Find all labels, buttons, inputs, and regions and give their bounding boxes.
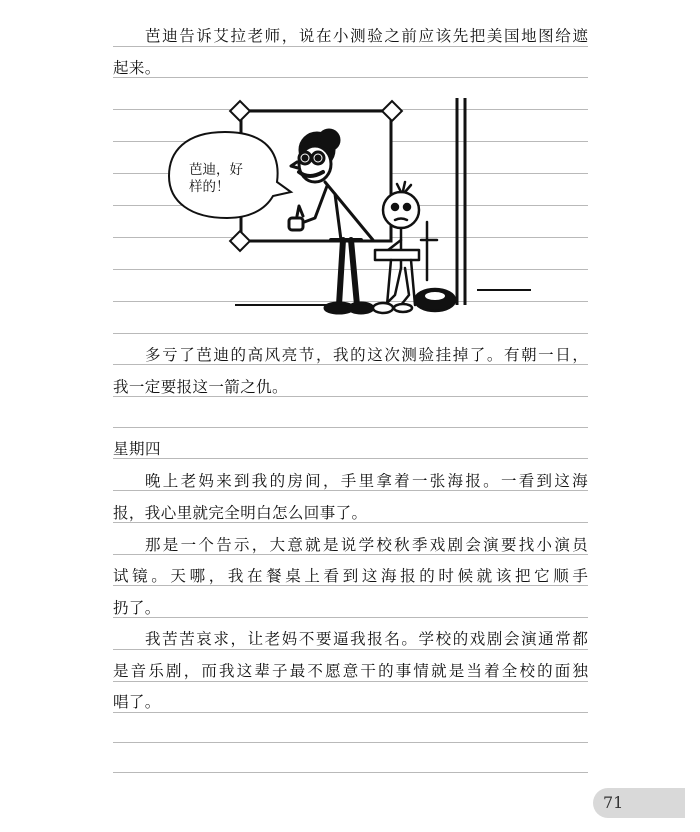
paragraph-3-line-2: 报，我心里就完全明白怎么回事了。 xyxy=(113,504,368,522)
paragraph-1-line-2: 起来。 xyxy=(113,59,161,77)
paragraph-1-line-1: 芭 迪 告 诉 艾 拉 老 师 ， 说 在 小 测 验 之 前 应 该 先 把 美 国 地 图 给 遮 xyxy=(145,27,588,45)
paragraph-2-line-1: 多 亏 了 芭 迪 的 高 风 亮 节 ， 我 的 这 次 测 验 挂 掉 了 。 有 朝 一 日 ， xyxy=(145,346,588,364)
day-heading: 星期四 xyxy=(113,440,162,458)
door-frame xyxy=(457,98,531,305)
speech-bubble-line-2: 样的！ xyxy=(189,179,230,195)
paragraph-2-line-2: 我一定要报这一箭之仇。 xyxy=(113,378,288,396)
paragraph-3-line-1: 晚 上 老 妈 来 到 我 的 房 间 ， 手 里 拿 着 一 张 海 报 。 一 看 到 这 海 xyxy=(145,472,588,490)
paragraph-4-line-1: 那 是 一 个 告 示 ， 大 意 就 是 说 学 校 秋 季 戏 剧 会 演 要 找 小 演 员 xyxy=(145,536,588,554)
paragraph-5-line-1: 我 苦 苦 哀 求 ， 让 老 妈 不 要 逼 我 报 名 。 学 校 的 戏 剧 会 演 通 常 都 xyxy=(145,630,588,648)
paragraph-5-line-2: 是 音 乐 剧 ， 而 我 这 辈 子 最 不 愿 意 干 的 事 情 就 是 当 着 全 校 的 面 独 xyxy=(113,662,588,680)
paragraph-5-line-3: 唱了。 xyxy=(113,693,161,711)
page-number: 71 xyxy=(603,793,624,812)
speech-bubble-line-1: 芭迪，好 xyxy=(189,162,243,178)
paragraph-4-line-3: 扔了。 xyxy=(113,599,161,617)
kid-at-desk xyxy=(373,182,455,313)
comic-illustration xyxy=(165,90,545,334)
paragraph-4-line-2: 试 镜 。 天 哪 ， 我 在 餐 桌 上 看 到 这 海 报 的 时 候 就 该 把 它 顺 手 xyxy=(113,567,588,585)
